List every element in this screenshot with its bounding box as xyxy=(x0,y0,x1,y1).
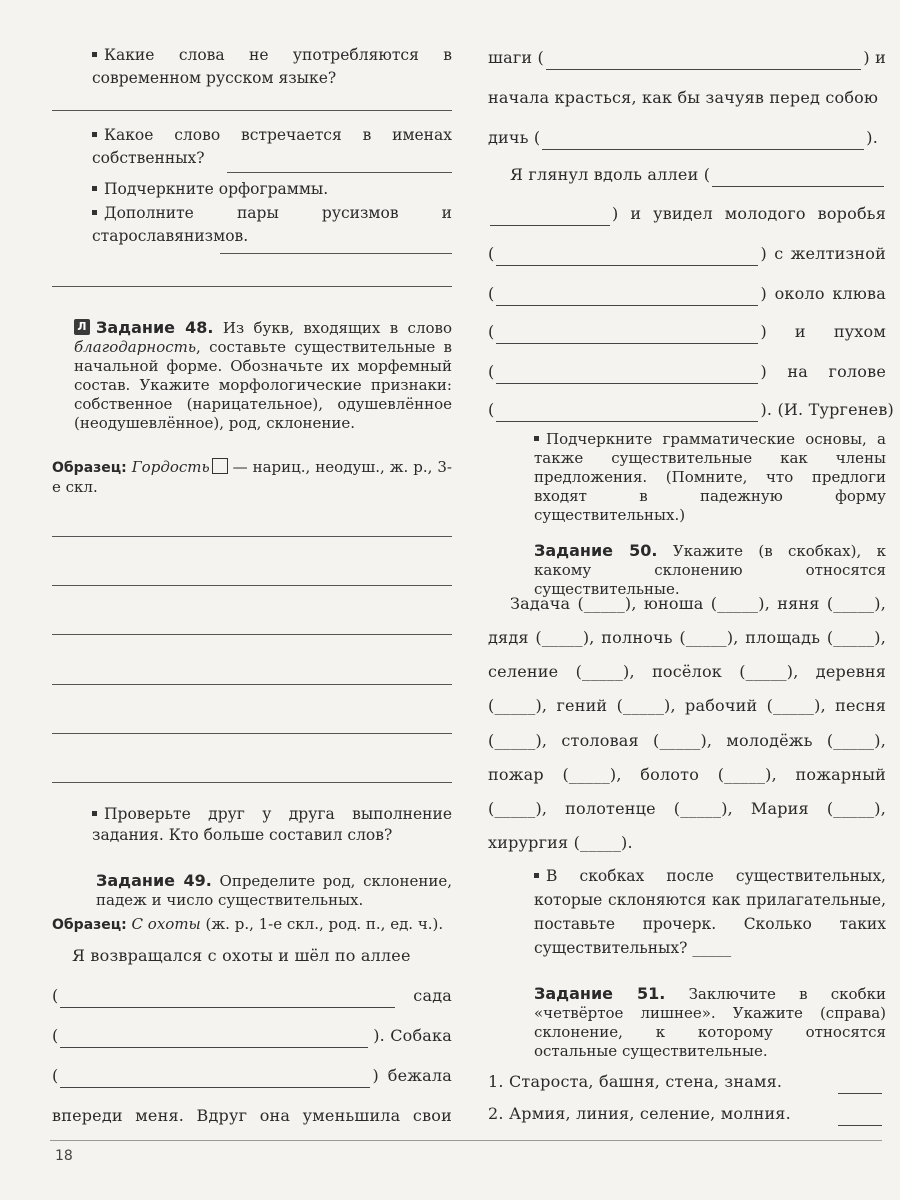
answer-line[interactable] xyxy=(227,172,452,173)
answer-line[interactable] xyxy=(52,684,452,685)
task-51-item: 2. Армия, линия, селение, молния. xyxy=(488,1102,882,1126)
answer-line[interactable] xyxy=(52,110,452,111)
task-48-title: Задание 48. xyxy=(96,318,214,337)
bullet-proper-names: Какое слово встречается в именах собственных? xyxy=(92,126,452,167)
answer-blank[interactable] xyxy=(60,991,395,1008)
answer-blank[interactable] xyxy=(496,249,758,266)
answer-blank[interactable] xyxy=(542,133,864,150)
passage-line: впереди меня. Вдруг она уменьшила свои xyxy=(52,1106,452,1125)
answer-line[interactable] xyxy=(220,253,452,254)
answer-line[interactable] xyxy=(52,782,452,783)
answer-blank[interactable] xyxy=(490,209,610,226)
declension-row[interactable]: (_____), гений (_____), рабочий (_____), песня xyxy=(488,696,886,715)
answer-line[interactable] xyxy=(52,585,452,586)
passage-line: ) и увидел молодого воробья xyxy=(488,202,886,226)
answer-blank[interactable] xyxy=(838,1077,882,1094)
passage-line: ( ) около клюва xyxy=(488,282,886,306)
task-50: Задание 50. Укажите (в скобках), к какому склонению относятся существительные. xyxy=(534,541,886,598)
declension-row[interactable]: Задача (_____), юноша (_____), няня (_____), xyxy=(510,594,886,613)
answer-line[interactable] xyxy=(52,733,452,734)
answer-blank[interactable] xyxy=(712,170,884,187)
task-49-title: Задание 49. xyxy=(96,871,212,890)
task-51: Задание 51. Заключите в скобки «четвёртое лишнее». Укажите (справа) склонение, к которому относятся остальные существительные. xyxy=(534,984,886,1060)
bullet-obsolete-words: Какие слова не употребляются в современном русском языке? xyxy=(92,46,452,87)
declension-row[interactable]: (_____), полотенце (_____), Мария (_____), xyxy=(488,799,886,818)
passage-line: ( ) и пухом xyxy=(488,320,886,344)
sample-label: Образец: xyxy=(52,917,127,933)
task-49-sample: Образец: С охоты (ж. р., 1-е скл., род. п., ед. ч.). xyxy=(52,915,444,933)
passage-line: шаги ( ) и xyxy=(488,46,886,70)
bullet-peer-check: Проверьте друг у друга выполнение задания. Кто больше составил слов? xyxy=(92,805,452,844)
bullet-grammar-bases: Подчеркните грамматические основы, а также существительные как члены предложения. (Помните, что предлоги входят в падежную форму существительных.) xyxy=(534,430,886,524)
declension-row[interactable]: хирургия (_____). xyxy=(488,833,633,852)
declension-row[interactable]: пожар (_____), болото (_____), пожарный xyxy=(488,765,886,784)
answer-blank[interactable] xyxy=(496,367,758,384)
task-51-item: 1. Староста, башня, стена, знамя. xyxy=(488,1070,882,1094)
task-49: Задание 49. Определите род, склонение, падеж и число существительных. xyxy=(96,871,452,909)
answer-blank[interactable] xyxy=(496,405,758,422)
bullet-underline: Подчеркните орфограммы. xyxy=(92,178,452,201)
passage-line: начала красться, как бы зачуяв перед собою xyxy=(488,88,879,107)
answer-blank[interactable] xyxy=(60,1031,368,1048)
bullet-adjective-nouns: В скобках после существительных, которые склоняются как прилагательные, поставьте прочерк. Сколько таких существительных? _____ xyxy=(534,867,886,957)
bullet-icon xyxy=(92,811,97,816)
bullet-pairs: Дополните пары русизмов и старославянизмов. xyxy=(92,204,452,245)
passage-line: Я возвращался с охоты и шёл по аллее xyxy=(72,946,411,965)
footer-divider xyxy=(50,1140,882,1141)
answer-blank[interactable] xyxy=(60,1071,370,1088)
passage-line: дичь ( ). xyxy=(488,126,878,150)
bullet-icon xyxy=(534,436,539,441)
answer-line[interactable] xyxy=(52,536,452,537)
bullet-icon xyxy=(534,873,539,878)
page-number: 18 xyxy=(55,1148,73,1164)
passage-line: ( ). (И. Тургенев) xyxy=(488,398,886,422)
declension-row[interactable]: дядя (_____), полночь (_____), площадь (_____), xyxy=(488,628,886,647)
answer-blank[interactable] xyxy=(496,289,758,306)
bullet-icon xyxy=(92,132,97,137)
sample-word: Гордость xyxy=(131,458,210,476)
answer-line[interactable] xyxy=(52,286,452,287)
task-48: Л Задание 48. Из букв, входящих в слово благодарность, составьте существительные в начальной форме. Обозначьте их морфемный состав. Укажите морфологические признаки: собственное (нарицательное), одушевлённое (неодушевлённое), род, склонение. xyxy=(74,318,452,432)
passage-line: Я глянул вдоль аллеи ( xyxy=(510,163,886,187)
declension-row[interactable]: селение (_____), посёлок (_____), деревня xyxy=(488,662,886,681)
answer-blank[interactable] xyxy=(496,327,758,344)
task-type-icon: Л xyxy=(74,319,90,335)
bullet-icon xyxy=(92,186,97,191)
answer-blank[interactable] xyxy=(546,53,861,70)
task-50-title: Задание 50. xyxy=(534,541,658,560)
declension-row[interactable]: (_____), столовая (_____), молодёжь (_____), xyxy=(488,731,886,750)
passage-line: ( ) на голове xyxy=(488,360,886,384)
answer-blank[interactable] xyxy=(838,1109,882,1126)
task-48-sample: Образец: Гордость — нариц., неодуш., ж. р., 3-е скл. xyxy=(52,458,452,496)
passage-line: ( сада xyxy=(52,984,452,1008)
sample-label: Образец: xyxy=(52,460,127,476)
passage-line: ( ). Собака xyxy=(52,1024,452,1048)
passage-line: ( ) бежала xyxy=(52,1064,452,1088)
passage-line: ( ) с желтизной xyxy=(488,242,886,266)
ending-box-icon xyxy=(212,458,228,474)
task-51-title: Задание 51. xyxy=(534,984,666,1003)
bullet-icon xyxy=(92,52,97,57)
bullet-icon xyxy=(92,210,97,215)
answer-line[interactable] xyxy=(52,634,452,635)
